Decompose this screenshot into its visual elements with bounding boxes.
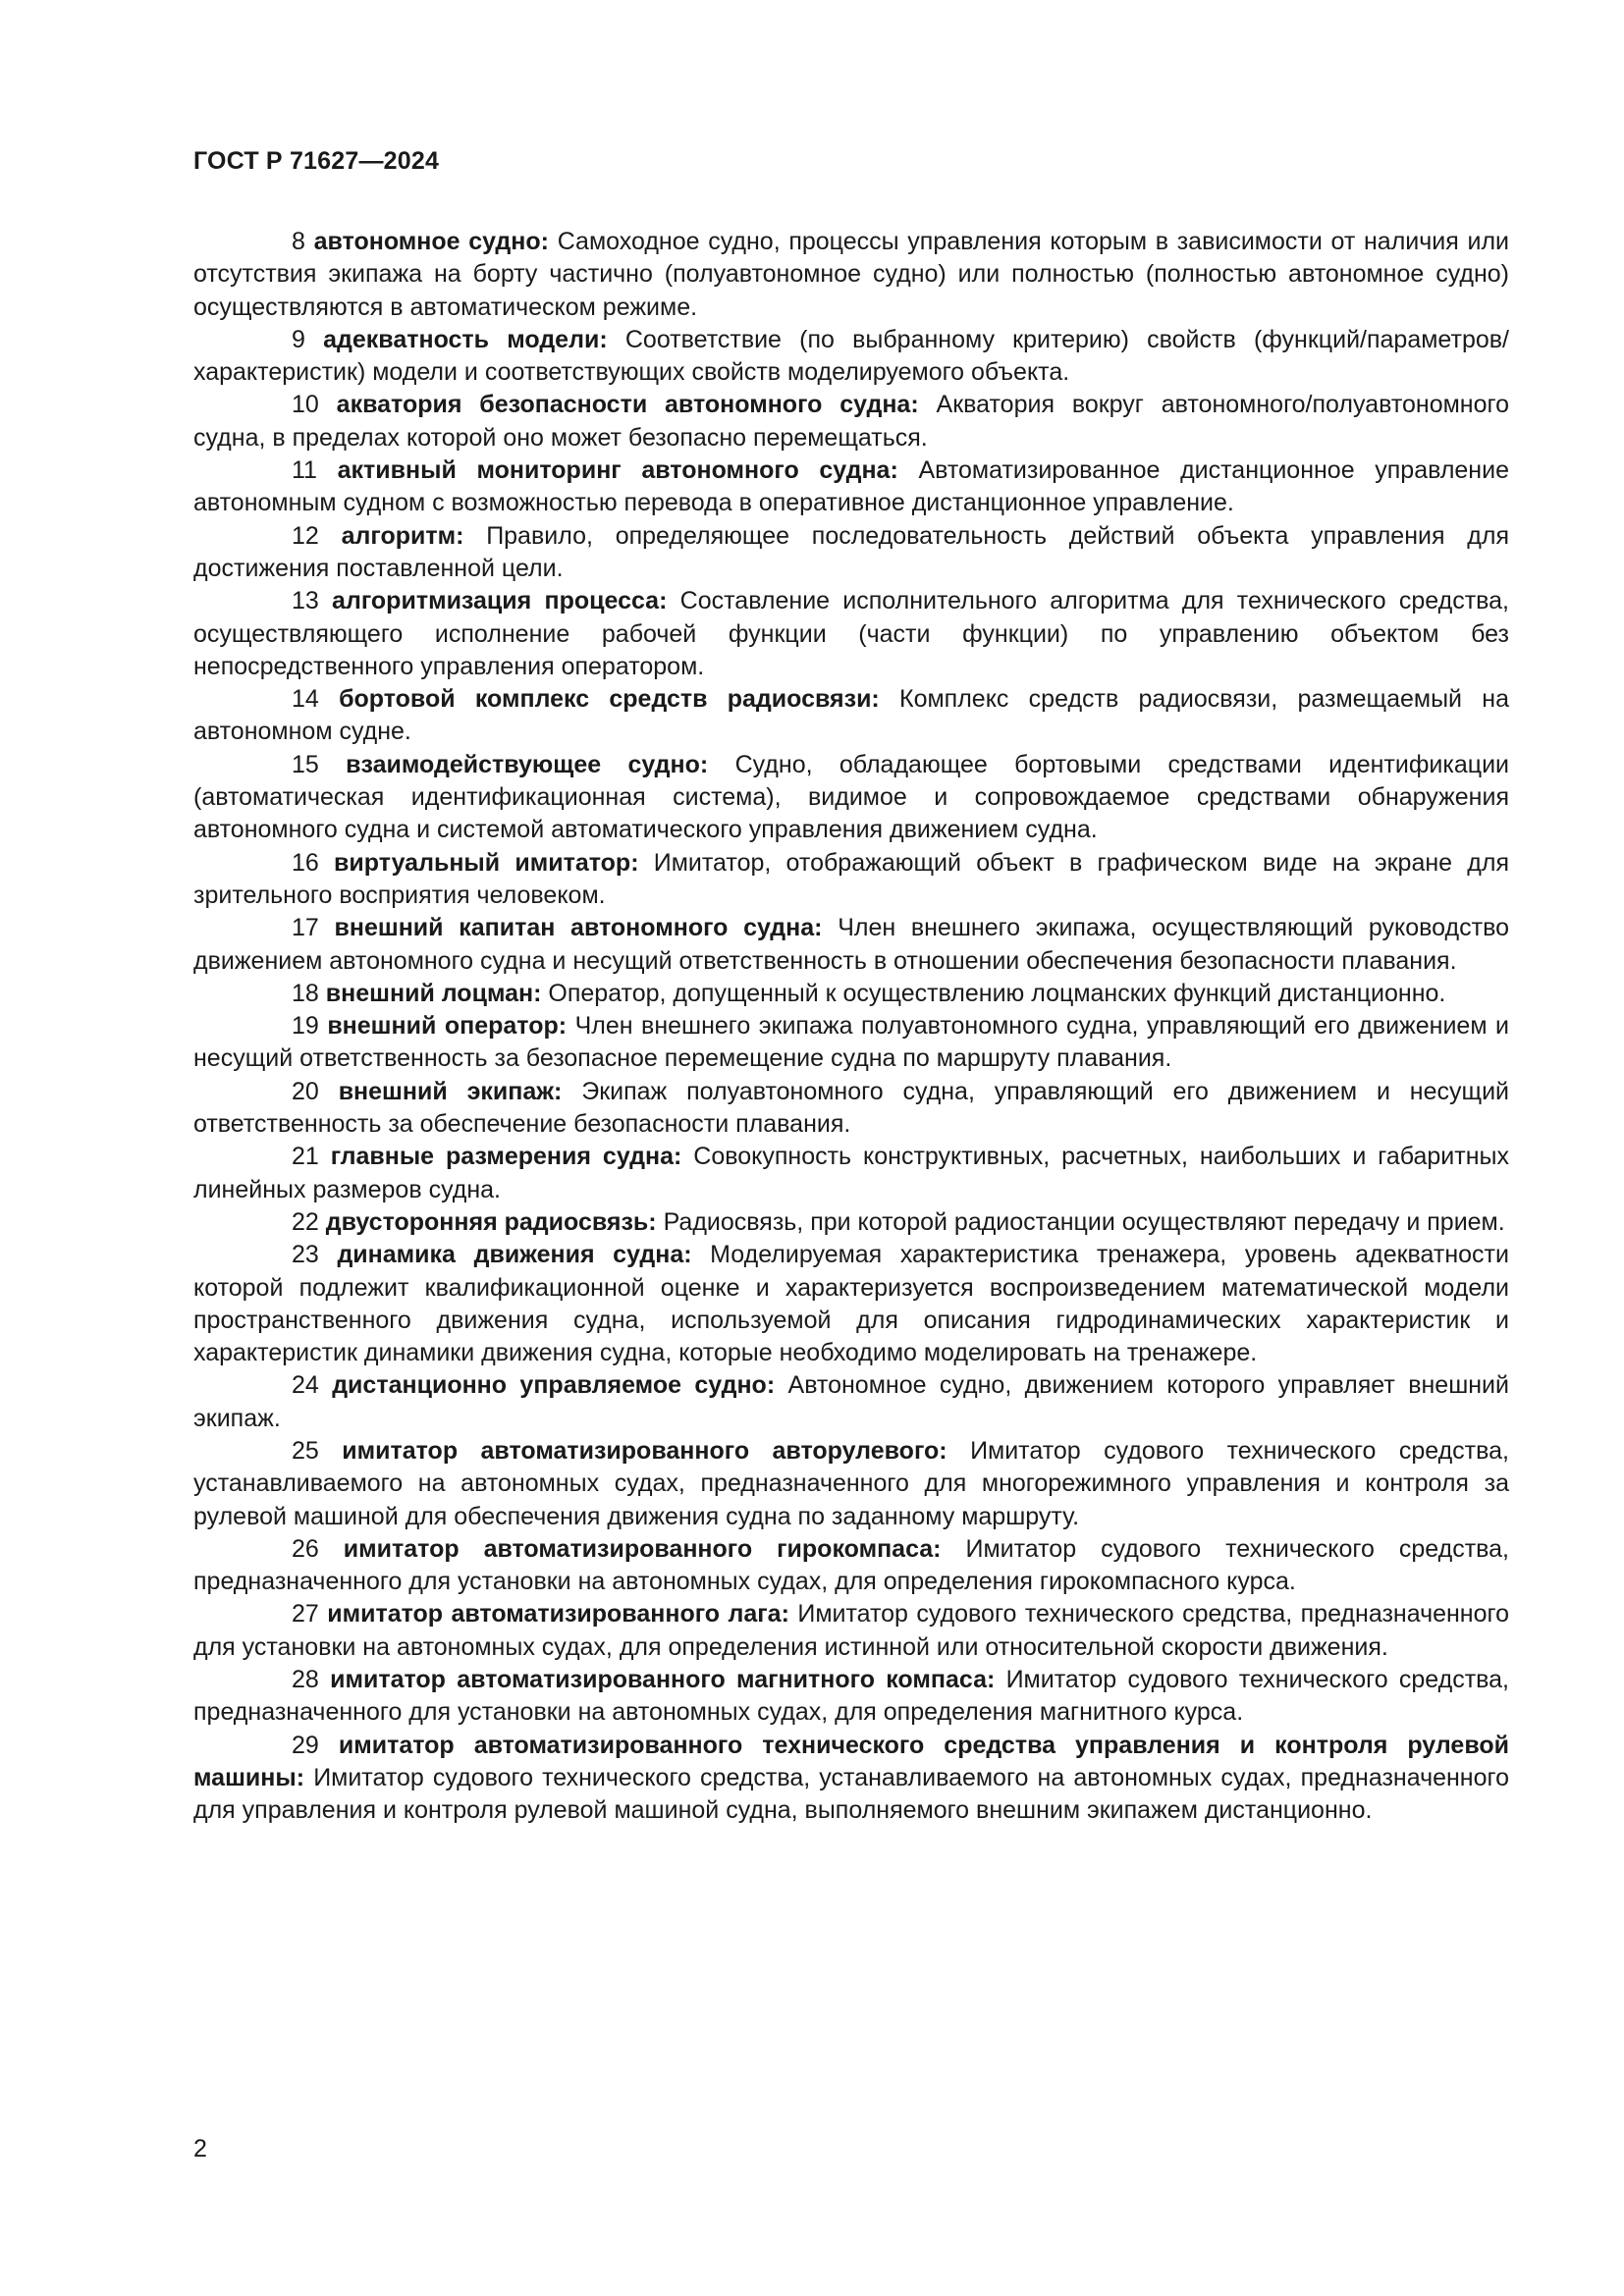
term-name: двусторонняя радиосвязь: (325, 1207, 657, 1236)
term-name: внешний оператор: (327, 1012, 568, 1041)
term-definition: Моделируемая характеристика тренажера, уровень адекватности которой подлежит квалификационной оценке и характеризуется воспроизведением математической модели пространственного движения судна, используемой для описания гидродинамических характеристик и характеристик динамики движения судна, которые необходимо моделировать на тренажере. (193, 1241, 1509, 1367)
term-number: 17 (292, 914, 319, 942)
term-entry (193, 1369, 1509, 1435)
term-number: 28 (292, 1666, 319, 1694)
term-entry (193, 978, 1509, 1010)
term-number: 15 (292, 750, 319, 778)
term-number: 20 (292, 1077, 319, 1105)
terms-list (193, 226, 1509, 1828)
term-name: взаимодействующее судно: (346, 750, 709, 778)
term-definition: Акватория вокруг автономного/полуавтономного судна, в пределах которой оно может безопасно перемещаться. (193, 391, 1509, 452)
term-number: 29 (292, 1731, 319, 1759)
term-number: 25 (292, 1436, 319, 1465)
document-header: ГОСТ Р 71627—2024 (193, 147, 440, 175)
term-number: 26 (292, 1534, 319, 1563)
page-number: 2 (193, 2135, 207, 2163)
term-number: 10 (292, 391, 319, 419)
term-entry (193, 847, 1509, 913)
term-name: имитатор автоматизированного технического средства управления и контроля рулевой машины: (193, 1731, 1510, 1791)
term-name: виртуальный имитатор: (334, 848, 639, 877)
term-entry (193, 454, 1509, 520)
term-number: 14 (292, 685, 319, 714)
term-name: имитатор автоматизированного лага: (327, 1600, 789, 1629)
term-number: 27 (292, 1600, 319, 1629)
term-entry (193, 1141, 1509, 1206)
term-number: 21 (292, 1143, 319, 1171)
term-definition: Комплекс средств радиосвязи, размещаемый на автономном судне. (193, 685, 1509, 746)
term-number: 12 (292, 521, 319, 550)
term-entry (193, 1598, 1509, 1664)
term-name: активный мониторинг автономного судна: (337, 456, 898, 485)
term-name: адекватность модели: (323, 325, 608, 353)
term-number: 23 (292, 1241, 319, 1269)
term-definition: Судно, обладающее бортовыми средствами идентификации (автоматическая идентификационная система), видимое и сопровождаемое средствами обнаружения автономного судна и системой автоматического управления движением судна. (193, 750, 1510, 844)
term-definition: Имитатор, отображающий объект в графическом виде на экране для зрительного восприятия человеком. (193, 848, 1509, 909)
term-number: 13 (292, 587, 319, 615)
term-entry (193, 226, 1509, 324)
term-name: имитатор автоматизированного авторулевого: (342, 1436, 947, 1465)
term-name: алгоритмизация процесса: (332, 587, 668, 615)
term-entry (193, 585, 1509, 683)
term-name: имитатор автоматизированного гирокомпаса: (343, 1534, 942, 1563)
term-entry (193, 1076, 1509, 1142)
term-definition: Имитатор судового технического средства, предназначенного для установки на автономных судах, для определения магнитного курса. (193, 1666, 1510, 1727)
term-name: дистанционно управляемое судно: (332, 1371, 776, 1400)
term-name: внешний капитан автономного судна: (334, 914, 823, 942)
term-name: внешний экипаж: (338, 1077, 563, 1105)
term-definition: Автономное судно, движением которого управляет внешний экипаж. (193, 1371, 1509, 1432)
term-entry (193, 1435, 1509, 1533)
term-definition: Радиосвязь, при которой радиостанции осуществляют передачу и прием. (663, 1207, 1505, 1236)
term-entry (193, 683, 1509, 749)
term-entry (193, 520, 1509, 586)
term-definition: Самоходное судно, процессы управления которым в зависимости от наличия или отсутствия экипажа на борту частично (полуавтономное судно) или полностью (полностью автономное судно) осуществляются в автоматическом режиме. (193, 228, 1509, 321)
term-name: акватория безопасности автономного судна: (336, 391, 919, 419)
term-name: имитатор автоматизированного магнитного компаса: (330, 1666, 996, 1694)
term-number: 16 (292, 848, 319, 877)
term-name: автономное судно: (313, 228, 549, 255)
term-entry (193, 1239, 1509, 1369)
term-number: 18 (292, 979, 319, 1007)
term-entry (193, 1664, 1509, 1730)
term-entry (193, 749, 1509, 847)
term-name: динамика движения судна: (337, 1241, 692, 1269)
term-number: 9 (292, 325, 305, 353)
term-definition: Член внешнего экипажа полуавтономного судна, управляющий его движением и несущий ответственность за безопасное перемещение судна по маршруту плавания. (193, 1012, 1509, 1073)
term-definition: Имитатор судового технического средства, устанавливаемого на автономных судах, предназначенного для многорежимного управления и контроля за рулевой машиной для обеспечения движения судна по заданному маршруту. (193, 1436, 1509, 1530)
term-entry (193, 1533, 1509, 1599)
term-entry (193, 324, 1509, 390)
term-definition: Автоматизированное дистанционное управление автономным судном с возможностью перевода в оперативное дистанционное управление. (193, 456, 1509, 517)
term-name: внешний лоцман: (325, 979, 542, 1007)
term-name: бортовой комплекс средств радиосвязи: (339, 685, 880, 714)
term-entry (193, 1730, 1509, 1828)
term-number: 11 (292, 456, 317, 485)
term-definition: Соответствие (по выбранному критерию) свойств (функций/параметров/характеристик) модели и соответствующих свойств моделируемого объекта. (193, 325, 1509, 387)
term-definition: Имитатор судового технического средства, устанавливаемого на автономных судах, предназначенного для управления и контроля рулевой машиной судна, выполняемого внешним экипажем дистанционно. (193, 1763, 1509, 1825)
term-name: алгоритм: (341, 521, 464, 550)
term-number: 24 (292, 1371, 319, 1400)
term-definition: Совокупность конструктивных, расчетных, наибольших и габаритных линейных размеров судна. (193, 1143, 1509, 1203)
term-name: главные размерения судна: (330, 1143, 682, 1171)
term-definition: Составление исполнительного алгоритма для технического средства, осуществляющего исполнение рабочей функции (части функции) по управлению объектом без непосредственного управления оператором. (193, 587, 1509, 680)
term-entry (193, 1206, 1509, 1239)
term-number: 8 (292, 228, 305, 255)
term-number: 19 (292, 1012, 319, 1041)
term-entry (193, 912, 1509, 978)
term-definition: Имитатор судового технического средства, предназначенного для установки на автономных судах, для определения истинной или относительной скорости движения. (193, 1600, 1509, 1661)
term-definition: Имитатор судового технического средства, предназначенного для установки на автономных судах, для определения гирокомпасного курса. (193, 1534, 1509, 1596)
term-number: 22 (292, 1207, 319, 1236)
term-entry (193, 389, 1509, 454)
term-definition: Правило, определяющее последовательность действий объекта управления для достижения поставленной цели. (193, 521, 1509, 582)
term-entry (193, 1010, 1509, 1076)
term-definition: Экипаж полуавтономного судна, управляющий его движением и несущий ответственность за обеспечение безопасности плавания. (193, 1077, 1510, 1139)
term-definition: Оператор, допущенный к осуществлению лоцманских функций дистанционно. (548, 979, 1446, 1007)
term-definition: Член внешнего экипажа, осуществляющий руководство движением автономного судна и несущий ответственность в отношении обеспечения безопасности плавания. (193, 914, 1509, 975)
